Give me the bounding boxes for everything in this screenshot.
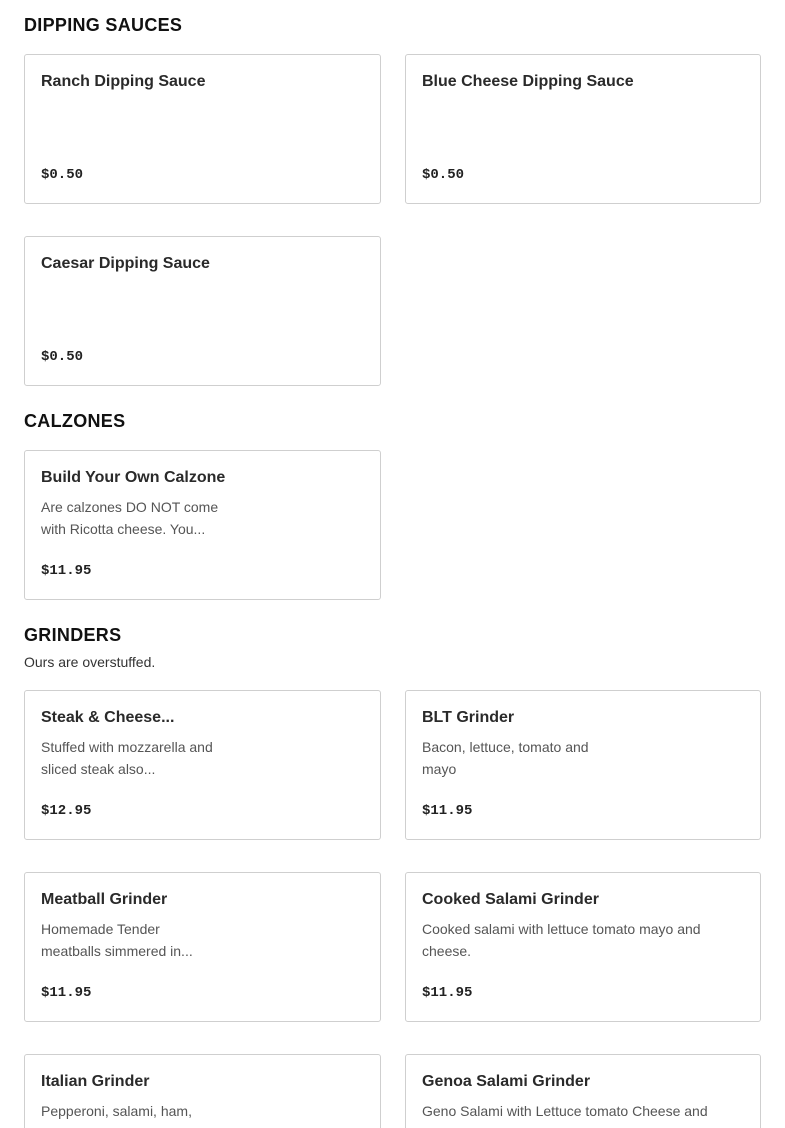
menu-item-description: Homemade Tender meatballs simmered in... [41,921,193,959]
section-title-calzones: CALZONES [24,411,126,431]
menu-item-price: $0.50 [41,167,84,183]
menu-item-cooked-salami-grinder[interactable] [405,872,761,1022]
menu-item-name: Genoa Salami Grinder [422,1073,591,1090]
menu-item-description: Stuffed with mozzarella and sliced steak also... [41,739,213,777]
menu-item-price: $0.50 [422,167,465,183]
menu-item-description: Cooked salami with lettuce tomato mayo and cheese. [422,921,701,959]
menu-item-blue-cheese-dipping-sauce[interactable] [405,54,761,204]
menu-item-price: $11.95 [422,985,473,1001]
section-title-grinders: GRINDERS [24,625,122,645]
menu-item-name: Meatball Grinder [41,891,168,908]
menu-item-description: Pepperoni, salami, ham, [41,1103,192,1119]
menu-item-price: $11.95 [41,985,92,1001]
menu-item-description: Are calzones DO NOT come with Ricotta cheese. You... [41,499,219,537]
menu-item-steak-and-cheese-grinder[interactable] [24,690,381,840]
menu-item-build-your-own-calzone[interactable] [24,450,381,600]
menu-item-name: Caesar Dipping Sauce [41,255,210,272]
menu-item-price: $11.95 [422,803,473,819]
menu-item-blt-grinder[interactable] [405,690,761,840]
menu-item-description: Bacon, lettuce, tomato and mayo [422,739,589,777]
section-title-dipping-sauces: DIPPING SAUCES [24,15,183,35]
menu-item-genoa-salami-grinder[interactable] [405,1054,761,1128]
menu-item-meatball-grinder[interactable] [24,872,381,1022]
menu-item-name: Blue Cheese Dipping Sauce [422,73,634,90]
menu-item-name: Steak & Cheese... [41,709,175,726]
section-description-grinders: Ours are overstuffed. [24,654,156,670]
menu-item-price: $12.95 [41,803,92,819]
menu-item-description: Geno Salami with Lettuce tomato Cheese and [422,1103,708,1119]
menu-item-italian-grinder[interactable] [24,1054,381,1128]
menu-item-caesar-dipping-sauce[interactable] [24,236,381,386]
menu-item-name: BLT Grinder [422,709,515,726]
menu-item-name: Cooked Salami Grinder [422,891,599,908]
menu-item-ranch-dipping-sauce[interactable] [24,54,381,204]
menu-item-price: $11.95 [41,563,92,579]
menu-item-name: Build Your Own Calzone [41,469,226,486]
menu-item-name: Ranch Dipping Sauce [41,73,206,90]
menu-item-name: Italian Grinder [41,1073,150,1090]
menu-item-price: $0.50 [41,349,84,365]
